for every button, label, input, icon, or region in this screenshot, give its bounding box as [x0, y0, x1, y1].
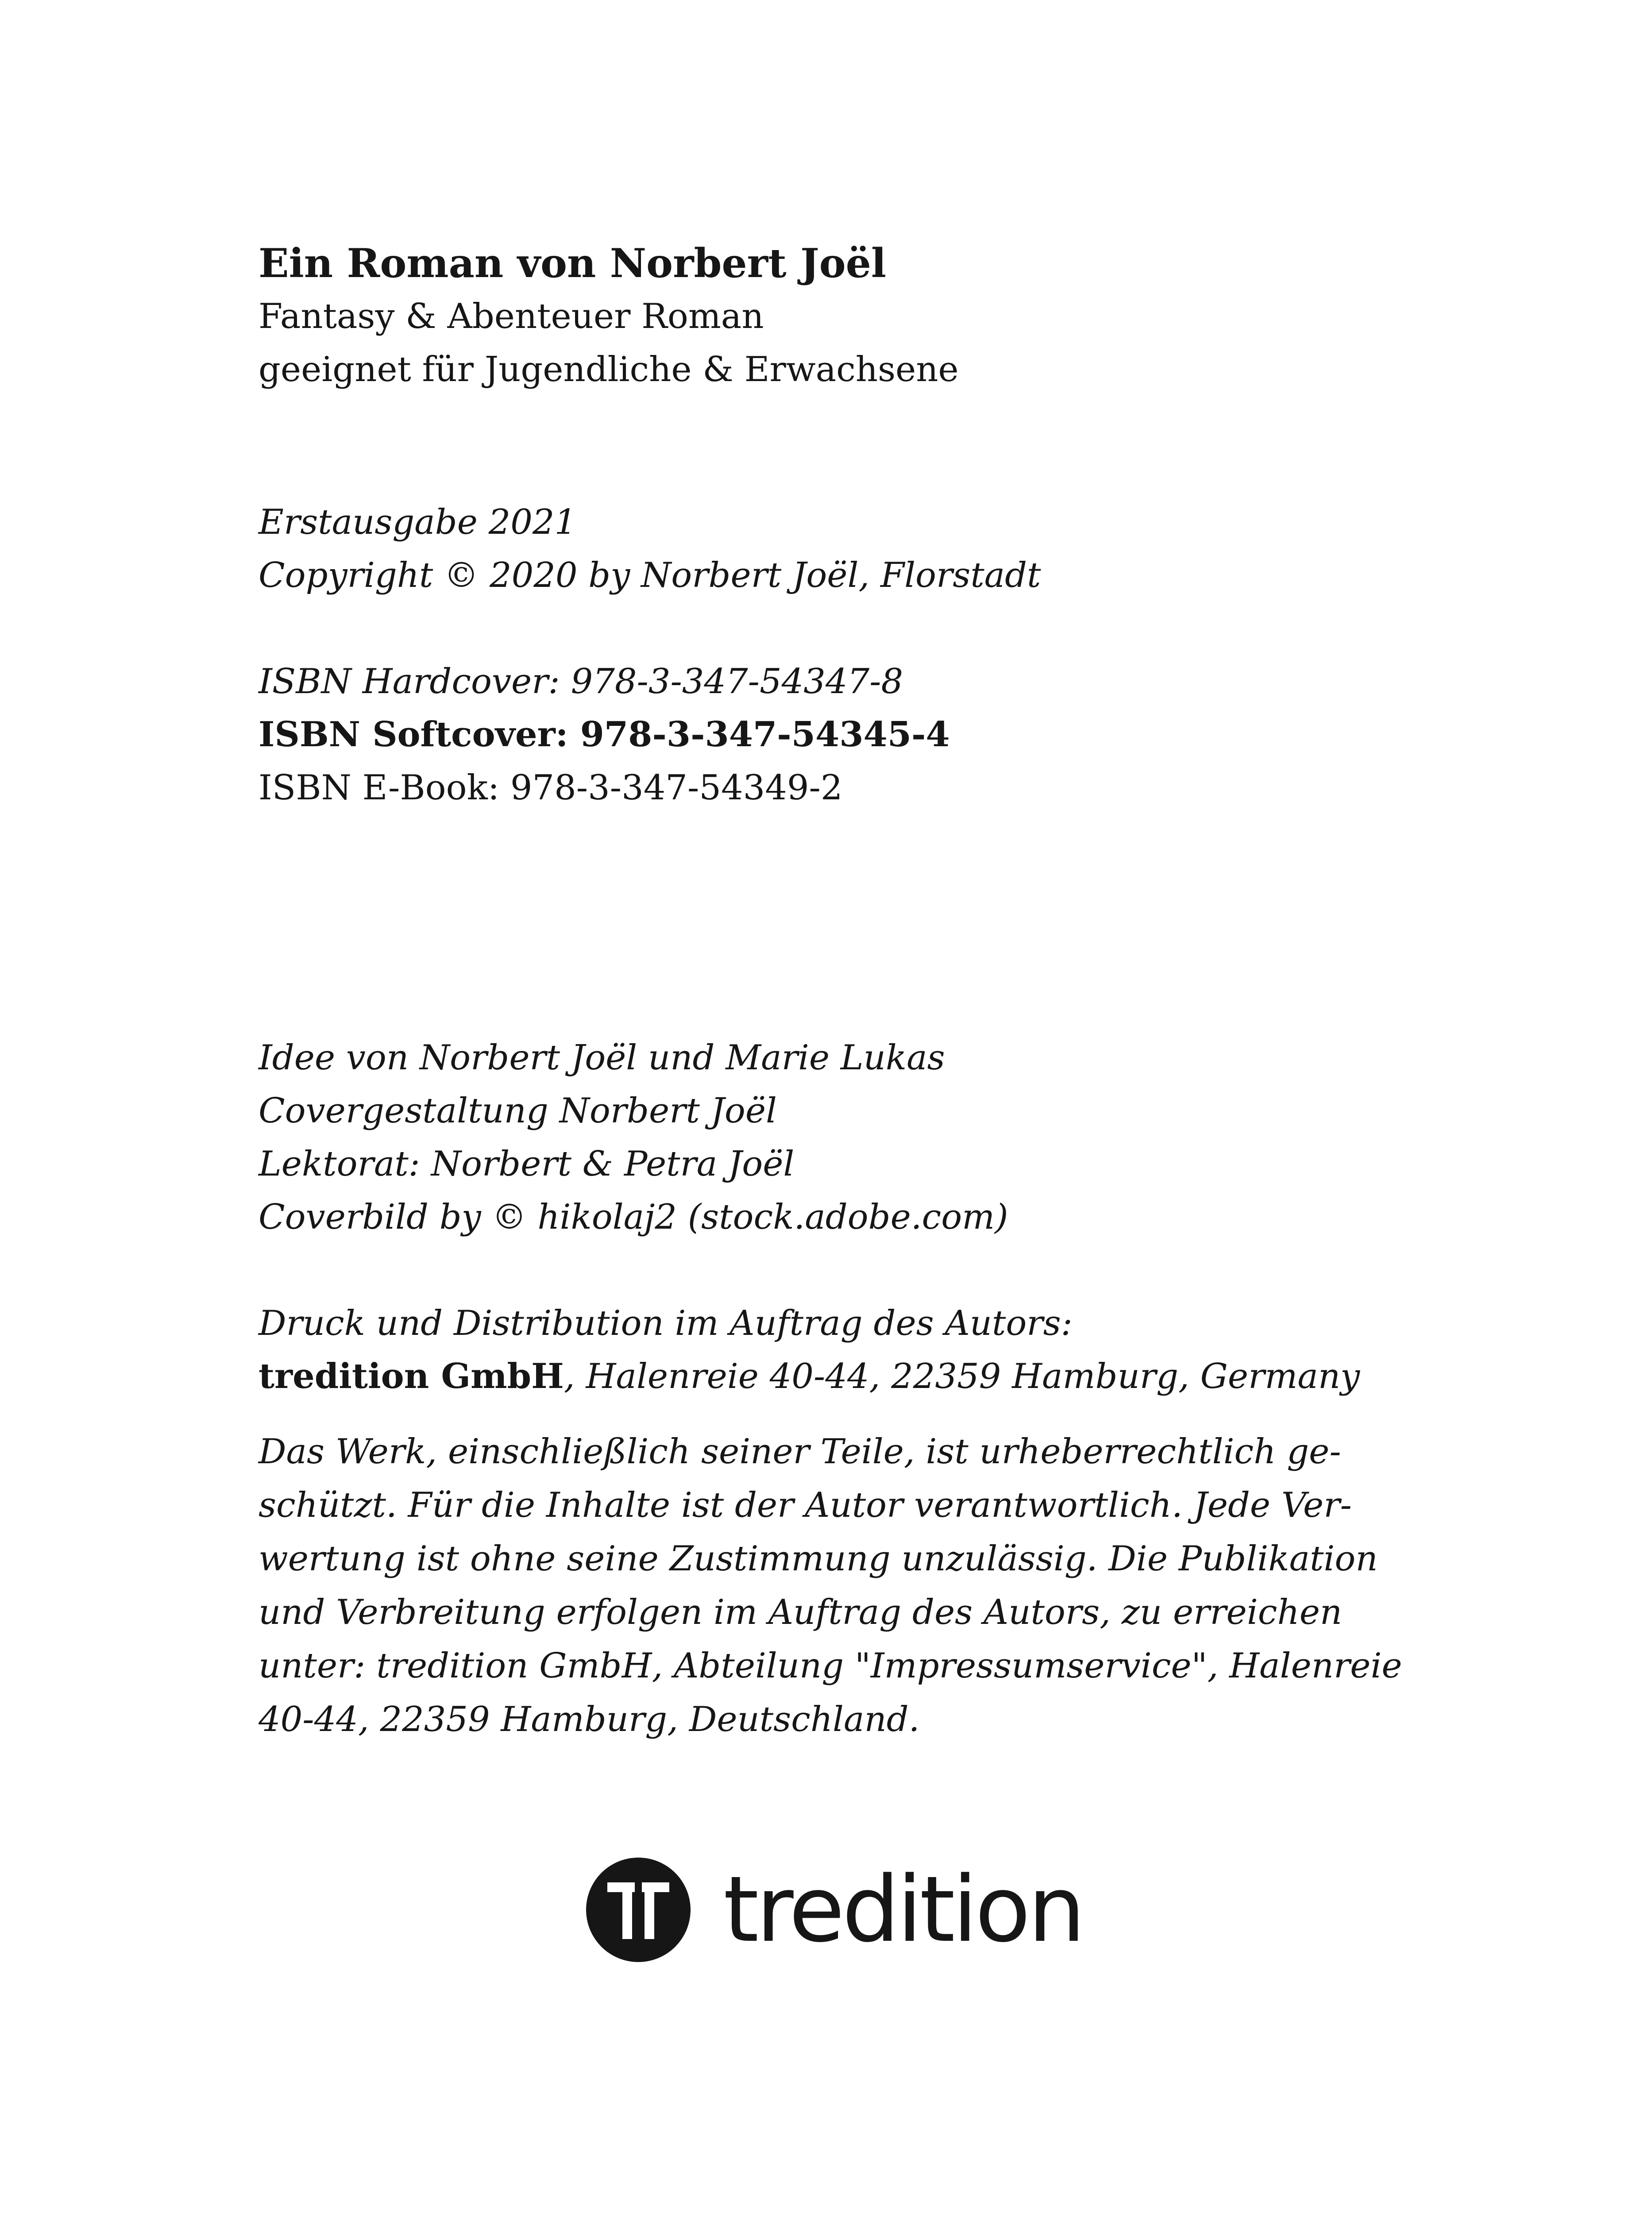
legal-line: und Verbreitung erfolgen im Auftrag des Autors, zu erreichen: [259, 1592, 1342, 1632]
credit-idea: Idee von Norbert Joël und Marie Lukas: [259, 1038, 945, 1078]
audience-line: geeignet für Jugendliche & Erwachsene: [259, 350, 959, 389]
legal-line: unter: tredition GmbH, Abteilung "Impressumservice", Halenreie: [259, 1646, 1402, 1686]
genre-line: Fantasy & Abenteuer Roman: [259, 297, 764, 336]
credit-editing: Lektorat: Norbert & Petra Joël: [259, 1144, 795, 1184]
distribution-line: [259, 1350, 1360, 1403]
distribution-intro: Druck und Distribution im Auftrag des Autors:: [259, 1303, 1073, 1343]
tredition-logo-icon: [585, 1857, 691, 1963]
publisher-name: tredition GmbH: [259, 1356, 564, 1396]
copyright-line: Copyright © 2020 by Norbert Joël, Florstadt: [259, 555, 1041, 595]
tredition-wordmark: tredition: [723, 1857, 1083, 1962]
credit-cover-image: Coverbild by © hikolaj2 (stock.adobe.com): [259, 1197, 1008, 1237]
legal-line: schützt. Für die Inhalte ist der Autor verantwortlich. Jede Ver-: [259, 1485, 1352, 1525]
isbn-softcover: ISBN Softcover: 978-3-347-54345-4: [259, 714, 950, 755]
isbn-ebook: ISBN E-Book: 978-3-347-54349-2: [259, 768, 843, 808]
publisher-address: , Halenreie 40-44, 22359 Hamburg, Germany: [564, 1357, 1360, 1396]
isbn-hardcover: ISBN Hardcover: 978-3-347-54347-8: [259, 662, 903, 702]
legal-notice: [259, 1425, 1402, 1746]
legal-line: wertung ist ohne seine Zustimmung unzulässig. Die Publikation: [259, 1539, 1378, 1579]
first-edition: Erstausgabe 2021: [259, 502, 577, 542]
legal-line: Das Werk, einschließlich seiner Teile, ist urheberrechtlich ge-: [259, 1432, 1341, 1472]
book-title: Ein Roman von Norbert Joël: [259, 240, 887, 287]
legal-line: 40-44, 22359 Hamburg, Deutschland.: [259, 1700, 920, 1739]
credit-cover-design: Covergestaltung Norbert Joël: [259, 1091, 777, 1131]
tredition-logo: [585, 1854, 1083, 1965]
